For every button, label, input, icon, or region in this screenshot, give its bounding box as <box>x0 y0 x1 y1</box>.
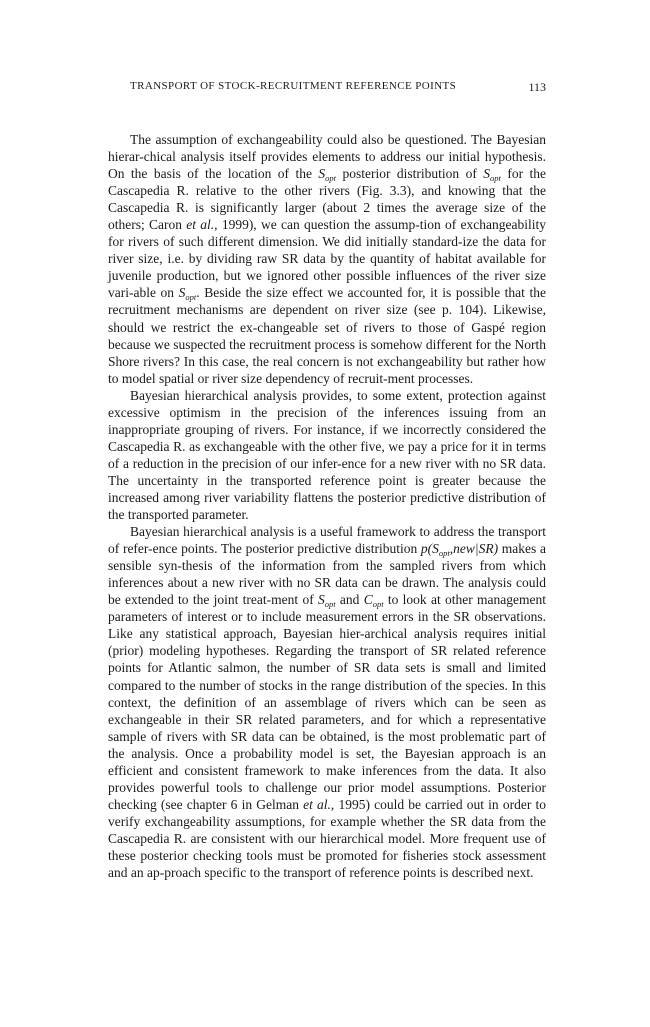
math-symbol <box>317 592 336 610</box>
text-run: makes a sensible syn-thesis of the information from the sampled rivers from which inferences about a new river with no SR data can be drawn. The analysis could be extended to the joint treat-ment of <box>108 541 546 608</box>
math-symbol <box>178 285 197 303</box>
paragraph-2 <box>108 387 546 523</box>
math-subscript: opt <box>185 292 197 303</box>
running-header <box>130 80 546 96</box>
math-variable: S <box>317 592 325 608</box>
text-run: , 1995) could be carried out in order to verify exchangeability assumptions, for example whether the SR data from the Cascapedia R. are consistent with our hierarchical model. More frequent use of these posterior checking tools must be promoted for fisheries stock assessment and an ap-proach specific to the transport of reference points is described next. <box>108 796 546 881</box>
text-run: posterior distribution of <box>336 166 484 182</box>
running-title: TRANSPORT OF STOCK-RECRUITMENT REFERENCE POINTS <box>130 80 457 92</box>
math-subscript: opt <box>438 548 450 559</box>
math-symbol <box>363 592 384 610</box>
italic-text: p(S <box>420 541 439 557</box>
italic-text: et al. <box>303 796 331 812</box>
math-variable: C <box>363 592 373 608</box>
math-variable: S <box>483 166 491 182</box>
text-run: Bayesian hierarchical analysis is a useful framework to address the transport of refer-ence points. The posterior predictive distribution <box>108 524 546 557</box>
math-symbol <box>438 541 450 559</box>
page-number: 113 <box>528 80 546 94</box>
math-subscript: opt <box>324 599 336 610</box>
text-run: , 1999), we can question the assump-tion of exchangeability for rivers of such different dimension. We did initially standard-ize the data for river size, i.e. by dividing raw SR data by the quantity of habitat available for juvenile production, but we ignored other possible influences of the river size vari-able on <box>108 217 546 301</box>
math-subscript: opt <box>490 173 501 184</box>
body-text <box>108 131 546 881</box>
text-run: The assumption of exchangeability could also be questioned. The Bayesian hierar-chical analysis itself provides elements to address our initial hypothesis. On the basis of the location of the <box>108 132 546 182</box>
text-run: to look at other management parameters of interest or to include measurement errors in the SR observations. Like any statistical approach, Bayesian hier-archical analysis requires initial (prior) modeling hypotheses. Regarding the transport of SR related reference points for Atlantic salmon, the number of SR data sets is small and limited compared to the number of stocks in the range distribution of the species. In this context, the definition of an assemblage of rivers which can be seen as exchangeable in their SR related parameters, and for which a representative sample of rivers with SR data can be obtained, is the most problematic part of the analysis. Once a probability model is set, the Bayesian approach is an efficient and consistent framework to make inferences from the data. It also provides powerful tools to challenge our prior model assumptions. Posterior checking (see chapter 6 in Gelman <box>108 592 546 812</box>
math-symbol <box>483 166 501 184</box>
math-variable: S <box>178 285 186 301</box>
math-subscript: opt <box>325 173 337 184</box>
math-symbol <box>318 166 337 184</box>
paragraph-3 <box>108 523 546 881</box>
italic-text: ,new|SR) <box>449 541 499 557</box>
text-run: . Beside the size effect we accounted for, it is possible that the recruitment mechanisms are dependent on river size (see p. 104). Likewise, should we restrict the ex-changeable set of rivers to those of Gaspé region because we suspected the recruitment process is somehow different for the North Shore rivers? In this case, the real concern is not exchangeability but rather how to model spatial or river size dependency of recruit-ment processes. <box>108 285 546 386</box>
math-variable: S <box>318 166 326 182</box>
italic-text: et al. <box>186 217 215 233</box>
text-run: for the Cascapedia R. relative to the other rivers (Fig. 3.3), and knowing that the Cascapedia R. is significantly larger (about 2 times the average size of the others; Caron <box>108 166 546 233</box>
text-run: and <box>335 592 364 608</box>
math-subscript: opt <box>372 599 384 610</box>
paragraph-1 <box>108 131 546 387</box>
text-run: Bayesian hierarchical analysis provides, to some extent, protection against excessive optimism in the precision of the inferences issuing from an inappropriate grouping of rivers. For instance, if we incorrectly considered the Cascapedia R. as exchangeable with the other five, we pay a price for it in terms of a reduction in the precision of our infer-ence for a new river with no SR data. The uncertainty in the transported reference point is greater because the increased among river variability flattens the posterior predictive distribution of the transported parameter. <box>108 387 546 523</box>
